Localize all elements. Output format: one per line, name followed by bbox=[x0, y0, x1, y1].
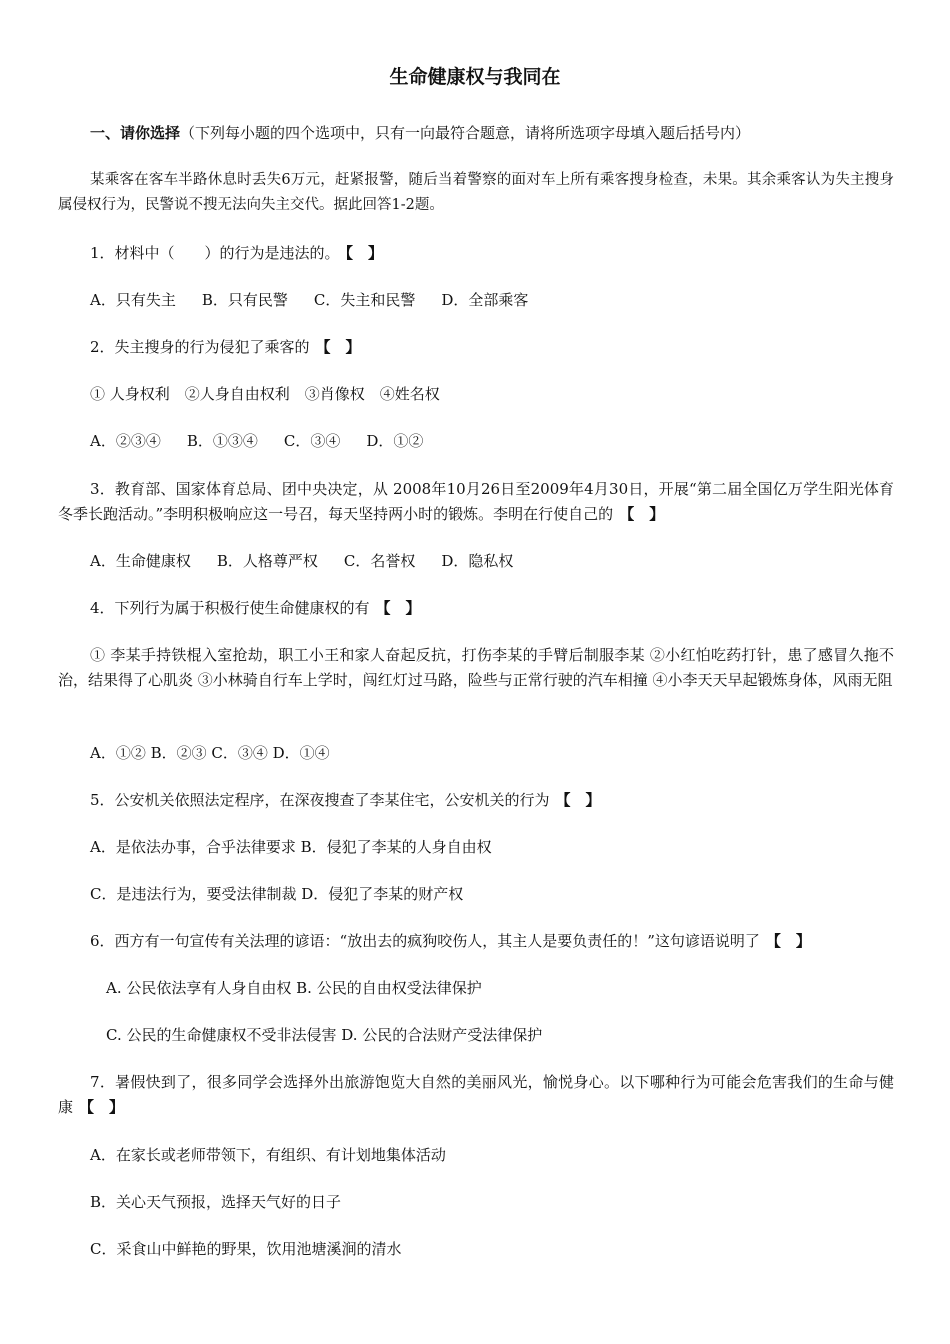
section-instruction: （下列每小题的四个选项中，只有一向最符合题意，请将所选项字母填入题后括号内） bbox=[180, 124, 751, 142]
question-6-options-cd: C. 公民的生命健康权不受非法侵害 D. 公民的合法财产受法律保护 bbox=[106, 1026, 543, 1044]
question-1-options bbox=[90, 289, 554, 311]
option-d: D．全部乘客 bbox=[441, 291, 529, 309]
question-3-options bbox=[90, 550, 539, 572]
question-stem: 6．西方有一句宣传有关法理的谚语：“放出去的疯狗咬伤人，其主人是要负责任的！”这句谚语说明了 bbox=[90, 932, 760, 950]
question-4 bbox=[90, 597, 421, 619]
answer-bracket: 【 】 bbox=[619, 505, 665, 523]
question-2 bbox=[90, 336, 361, 358]
question-2-options bbox=[90, 430, 449, 452]
question-7 bbox=[58, 1070, 894, 1120]
option-a: A．生命健康权 bbox=[90, 552, 191, 570]
question-stem: 3．教育部、国家体育总局、团中央决定，从 2008年10月26日至2009年4月30日，开展“第二届全国亿万学生阳光体育冬季长跑活动。”李明积极响应这一号召，每天坚持两小时的锻炼。李明在行使自己的 bbox=[58, 480, 894, 523]
question-2-items: ① 人身权利 ②人身自由权利 ③肖像权 ④姓名权 bbox=[90, 385, 440, 403]
option-c: C．失主和民警 bbox=[313, 291, 416, 309]
material-paragraph: 某乘客在客车半路休息时丢失6万元，赶紧报警，随后当着警察的面对车上所有乘客搜身检查，未果。其余乘客认为失主搜身属侵权行为，民警说不搜无法向失主交代。据此回答1-2题。 bbox=[58, 172, 894, 213]
section-title: 一、请你选择 bbox=[90, 124, 181, 142]
option-a: A．②③④ bbox=[90, 432, 161, 450]
answer-bracket: 【 】 bbox=[765, 932, 811, 950]
question-6 bbox=[90, 930, 811, 952]
page-title: 生命健康权与我同在 bbox=[389, 66, 561, 88]
option-d: D．①② bbox=[366, 432, 424, 450]
option-c: C．③④ bbox=[283, 432, 341, 450]
question-5-options-ab: A．是依法办事，合乎法律要求 B．侵犯了李某的人身自由权 bbox=[90, 838, 492, 856]
option-b: B．人格尊严权 bbox=[216, 552, 318, 570]
question-1 bbox=[90, 242, 383, 264]
answer-bracket: 【 】 bbox=[315, 338, 361, 356]
question-stem: 2．失主搜身的行为侵犯了乘客的 bbox=[90, 338, 310, 356]
option-b: B．①③④ bbox=[186, 432, 258, 450]
option-d: D．隐私权 bbox=[441, 552, 514, 570]
question-5 bbox=[90, 789, 601, 811]
question-stem: 7．暑假快到了，很多同学会选择外出旅游饱览大自然的美丽风光，愉悦身心。以下哪种行为可能会危害我们的生命与健康 bbox=[58, 1073, 894, 1116]
question-7-option-c: C．采食山中鲜艳的野果，饮用池塘溪涧的清水 bbox=[90, 1240, 402, 1258]
question-7-option-a: A．在家长或老师带领下，有组织、有计划地集体活动 bbox=[90, 1146, 446, 1164]
answer-bracket: 【 】 bbox=[345, 244, 384, 262]
question-7-option-b: B．关心天气预报，选择天气好的日子 bbox=[90, 1193, 342, 1211]
answer-bracket: 【 】 bbox=[375, 599, 421, 617]
option-b: B．只有民警 bbox=[201, 291, 288, 309]
question-3 bbox=[58, 477, 894, 527]
question-5-options-cd: C．是违法行为，要受法律制裁 D．侵犯了李某的财产权 bbox=[90, 885, 464, 903]
answer-bracket: 【 】 bbox=[555, 791, 601, 809]
question-4-options: A．①② B．②③ C．③④ D．①④ bbox=[90, 744, 330, 762]
question-4-items: ① 李某手持铁棍入室抢劫，职工小王和家人奋起反抗，打伤李某的手臂后制服李某 ②小红怕吃药打针，患了感冒久拖不治，结果得了心肌炎 ③小林骑自行车上学时，闯红灯过马路，险些与正常行驶的汽车相撞 ④小李天天早起锻炼身体，风雨无阻 bbox=[58, 646, 894, 689]
question-stem: 5．公安机关依照法定程序，在深夜搜查了李某住宅，公安机关的行为 bbox=[90, 791, 550, 809]
section-heading bbox=[90, 122, 750, 144]
question-stem: 4．下列行为属于积极行使生命健康权的有 bbox=[90, 599, 370, 617]
option-c: C．名誉权 bbox=[343, 552, 416, 570]
answer-bracket: 【 】 bbox=[79, 1098, 125, 1116]
question-6-options-ab: A. 公民依法享有人身自由权 B. 公民的自由权受法律保护 bbox=[106, 979, 482, 997]
question-stem: 1．材料中（ ）的行为是违法的。 bbox=[90, 244, 340, 262]
option-a: A．只有失主 bbox=[90, 291, 176, 309]
